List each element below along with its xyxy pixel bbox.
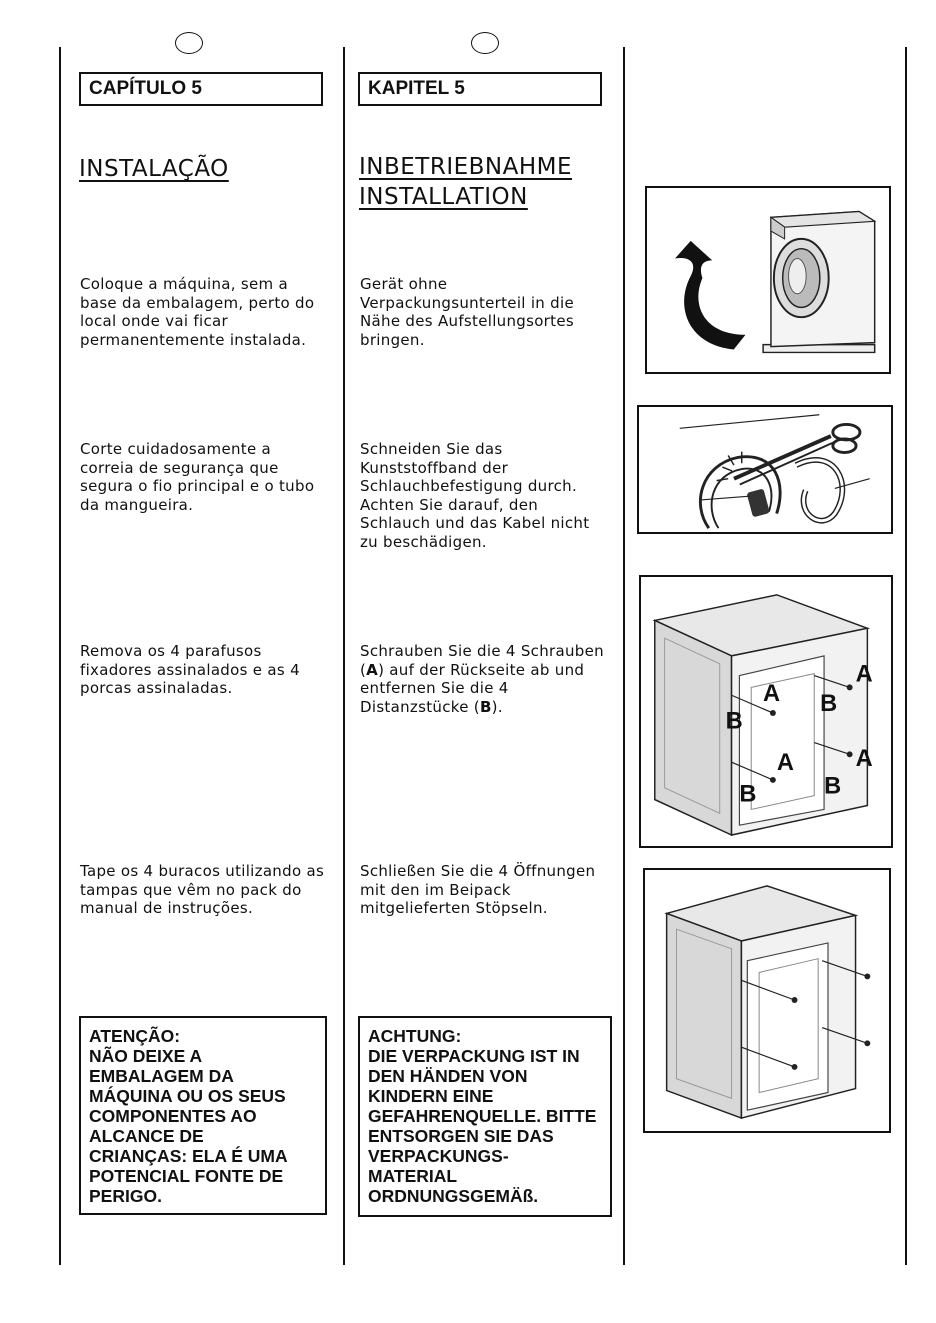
language-marker-german [471, 32, 499, 54]
chapter-title-portuguese: CAPÍTULO 5 [79, 72, 323, 106]
warning-line: ORDNUNGSGEMÄß. [368, 1186, 539, 1206]
step-4-text-portuguese: Tape os 4 buracos utilizando as tampas que vêm no pack do manual de instruções. [80, 862, 325, 917]
warning-line: ACHTUNG: [368, 1026, 462, 1046]
warning-line: ENTSORGEN SIE DAS [368, 1126, 554, 1146]
step-3-text-german: Schrauben Sie die 4 Schrauben (A) auf der Rückseite ab und entfernen Sie die 4 Distanzstücke (B). [360, 642, 604, 716]
figure-remove-base [645, 186, 891, 374]
warning-line: MÁQUINA OU OS SEUS [89, 1086, 286, 1106]
section-heading-portuguese: INSTALAÇÃO [79, 156, 229, 182]
warning-line: KINDERN EINE [368, 1086, 494, 1106]
warning-line: PERIGO. [89, 1186, 162, 1206]
label-a: A [366, 660, 379, 679]
figure-remove-bolts [639, 575, 893, 848]
column-divider-2 [623, 47, 625, 1265]
language-marker-portuguese [175, 32, 203, 54]
figure-label-a: A [776, 750, 794, 777]
column-divider-left [59, 47, 61, 1265]
figure-label-a: A [855, 746, 873, 773]
figure-label-b: B [820, 691, 838, 718]
warning-line: CRIANÇAS: ELA É UMA [89, 1146, 288, 1166]
section-heading-german-line2: INSTALLATION [359, 184, 528, 210]
step-4-text-german: Schließen Sie die 4 Öffnungen mit den im Beipack mitgelieferten Stöpseln. [360, 862, 596, 917]
warning-line: ALCANCE DE [89, 1126, 204, 1146]
figure-label-b: B [739, 781, 757, 808]
chapter-title-german: KAPITEL 5 [358, 72, 602, 106]
figure-plug-holes [643, 868, 891, 1133]
column-divider-1 [343, 47, 345, 1265]
warning-box-german [358, 1016, 612, 1217]
warning-line: VERPACKUNGS- [368, 1146, 509, 1166]
step-1-text-portuguese: Coloque a máquina, sem a base da embalagem, perto do local onde vai ficar permanentemente instalada. [80, 275, 315, 349]
figure-label-b: B [824, 773, 842, 800]
warning-line: POTENCIAL FONTE DE [89, 1166, 284, 1186]
step-2-text-german: Schneiden Sie das Kunststoffband der Schlauchbefestigung durch. Achten Sie darauf, den Schlauch und das Kabel nicht zu beschädigen. [360, 440, 590, 551]
figure-label-a: A [855, 661, 873, 688]
label-b: B [479, 697, 492, 716]
warning-line: EMBALAGEM DA [89, 1066, 234, 1086]
figure-label-b: B [725, 708, 743, 735]
section-heading-german-line1: INBETRIEBNAHME [359, 154, 573, 180]
warning-line: COMPONENTES AO [89, 1106, 257, 1126]
warning-line: ATENÇÃO: [89, 1026, 181, 1046]
warning-box-portuguese [79, 1016, 327, 1215]
column-divider-right [905, 47, 907, 1265]
warning-line: NÃO DEIXE A [89, 1046, 203, 1066]
warning-line: MATERIAL [368, 1166, 458, 1186]
warning-line: DEN HÄNDEN VON [368, 1066, 528, 1086]
figure-cut-strap [637, 405, 893, 534]
step-2-text-portuguese: Corte cuidadosamente a correia de segurança que segura o fio principal e o tubo da mangueira. [80, 440, 315, 514]
warning-line: GEFAHRENQUELLE. BITTE [368, 1106, 597, 1126]
step-3-text-portuguese: Remova os 4 parafusos fixadores assinalados e as 4 porcas assinaladas. [80, 642, 300, 697]
figure-label-a: A [763, 681, 781, 708]
warning-line: DIE VERPACKUNG IST IN [368, 1046, 580, 1066]
step-1-text-german: Gerät ohne Verpackungsunterteil in die Nähe des Aufstellungsortes bringen. [360, 275, 574, 349]
